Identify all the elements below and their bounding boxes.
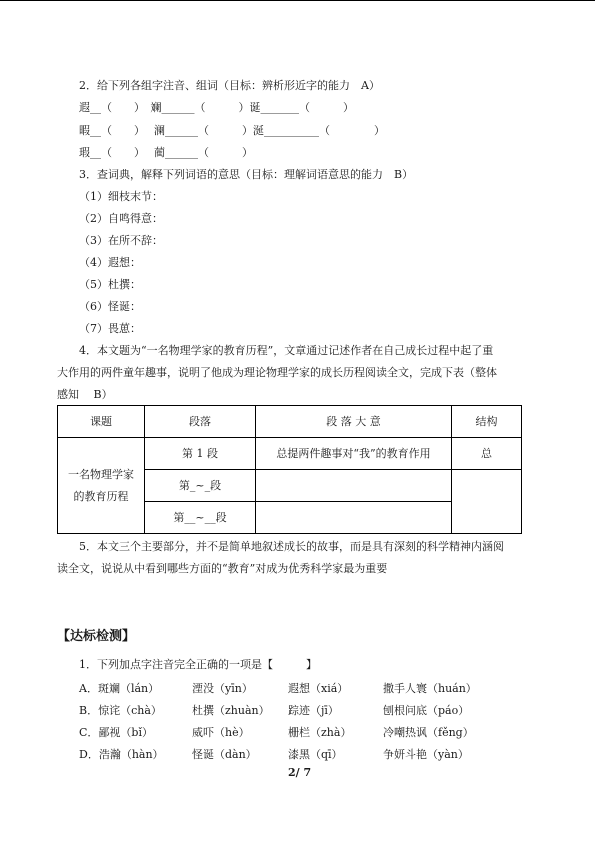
segment-cell: 第__~__段	[145, 502, 256, 534]
section-heading: 【达标检测】	[57, 629, 136, 644]
lesson-table	[57, 405, 522, 534]
option-c-1: C．鄙视（bǐ）	[79, 726, 153, 739]
option-c-3: 栅栏（zhà）	[288, 726, 352, 739]
option-b-2: 杜撰（zhuàn）	[192, 704, 270, 717]
q3-title: 3．查词典，解释下列词语的意思（目标：理解词语意思的能力 B）	[79, 168, 414, 181]
header-segment: 段落	[145, 406, 256, 438]
q2-row-2: 暇__（ ） 澜______（ ）涎__________（ ）	[79, 124, 385, 137]
option-d-2: 怪诞（dàn）	[192, 748, 257, 761]
meaning-cell: 总提两件趣事对“我”的教育作用	[256, 438, 452, 470]
q3-item-2: （2）自鸣得意：	[79, 212, 163, 225]
q2-row-3: 瑕__（ ） 蔺______（ ）	[79, 146, 253, 159]
header-topic: 课题	[58, 406, 145, 438]
q4-line-1: 4．本文题为“一名物理学家的教育历程”，文章通过记述作者在自己成长过程中起了重	[79, 344, 494, 357]
option-d-1: D．浩瀚（hàn）	[79, 748, 164, 761]
option-d-3: 漆黑（qī）	[288, 748, 343, 761]
topic-cell: 一名物理学家的教育历程	[58, 438, 145, 534]
option-a-2: 湮没（yīn）	[192, 682, 253, 695]
option-d-4: 争妍斗艳（yàn）	[383, 748, 469, 761]
page-number: 2/ 7	[288, 766, 312, 779]
structure-cell: 总	[452, 438, 522, 470]
q5-line-2: 读全文，说说从中看到哪些方面的“教育”对成为优秀科学家最为重要	[57, 562, 388, 575]
option-a-3: 遐想（xiá）	[288, 682, 349, 695]
table-row	[58, 438, 522, 470]
q4-line-2: 大作用的两件童年趣事，说明了他成为理论物理学家的成长历程阅读全文，完成下表（整体	[57, 366, 497, 379]
q3-item-7: （7）畏葸：	[79, 322, 141, 335]
segment-cell: 第 1 段	[145, 438, 256, 470]
q3-item-6: （6）怪诞：	[79, 300, 141, 313]
table-header-row	[58, 406, 522, 438]
meaning-cell	[256, 470, 452, 502]
q4-line-3: 感知 B）	[57, 388, 113, 401]
q5-line-1: 5．本文三个主要部分，并不是简单地叙述成长的故事，而是具有深刻的科学精神内涵阅	[79, 540, 504, 553]
segment-cell: 第_~_段	[145, 470, 256, 502]
option-c-2: 威吓（hè）	[192, 726, 250, 739]
option-c-4: 冷嘲热讽（fěng）	[383, 726, 474, 739]
structure-cell	[452, 470, 522, 534]
header-rule	[0, 0, 595, 1]
q3-item-3: （3）在所不辞：	[79, 234, 163, 247]
meaning-cell	[256, 502, 452, 534]
header-structure: 结构	[452, 406, 522, 438]
q3-item-4: （4）遐想：	[79, 256, 141, 269]
option-a-1: A．斑斓（lán）	[79, 682, 160, 695]
header-meaning: 段 落 大 意	[256, 406, 452, 438]
q3-item-1: （1）细枝末节：	[79, 190, 163, 203]
q2-row-1: 遐__（ ） 斓______（ ）诞_______（ ）	[79, 101, 354, 114]
option-b-4: 刨根问底（páo）	[383, 704, 470, 717]
q3-item-5: （5）杜撰：	[79, 278, 141, 291]
option-b-3: 踪迹（jī）	[288, 704, 339, 717]
option-a-4: 撒手人寰（huán）	[383, 682, 477, 695]
option-b-1: B．惊诧（chà）	[79, 704, 162, 717]
mc-question: 1．下列加点字注音完全正确的一项是【 】	[79, 658, 317, 671]
q2-title: 2．给下列各组字注音、组词（目标：辨析形近字的能力 A）	[79, 79, 380, 92]
